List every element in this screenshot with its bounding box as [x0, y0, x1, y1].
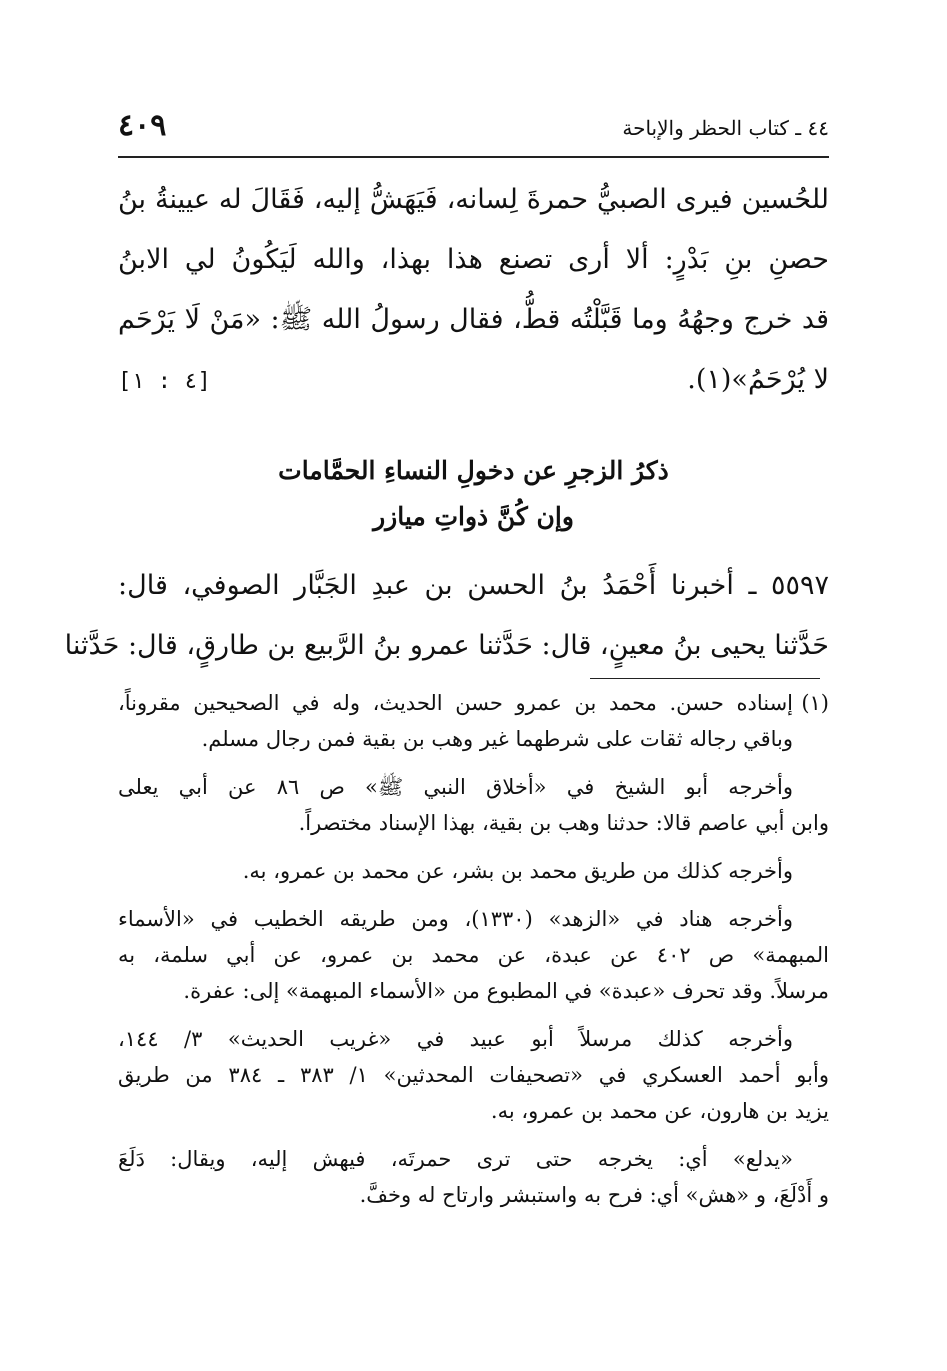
footnote-line: وأخرجه كذلك من طريق محمد بن بشر، عن محمد بن عمرو، به.	[242, 859, 793, 883]
footnote-line: وباقي رجاله ثقات على شرطهما غير وهب بن بقية فمن رجال مسلم.	[201, 727, 793, 751]
text-line: حَدَّثنا يحيى بنُ معينٍ، قال: حَدَّثنا عمرو بنُ الرَّبيع بن طارقٍ، قال: حَدَّثنا	[64, 630, 829, 661]
chapter-heading	[118, 448, 829, 540]
main-text	[64, 170, 829, 676]
running-title: ٤٤ ـ كتاب الحظر والإباحة	[622, 116, 829, 140]
footnote-line: مرسلاً. وقد تحرف «عبدة» في المطبوع من «الأسماء المبهمة» إلى: عفرة.	[183, 979, 829, 1003]
footnote-line: وأخرجه هناد في «الزهد» (١٣٣٠)، ومن طريقه الخطيب في «الأسماء	[118, 907, 794, 931]
footnote-line: و أَدْلَعَ، و «هش» أي: فرح به واستبشر وارتاح له وخفَّ.	[359, 1183, 829, 1207]
header-divider	[118, 156, 829, 158]
page-header	[118, 108, 829, 152]
heading-line: وإن كُنَّ ذواتِ ميازر	[373, 502, 574, 531]
footnote-paragraph	[118, 853, 829, 889]
heading-line: ذكرُ الزجرِ عن دخولِ النساءِ الحمَّامات	[278, 456, 669, 485]
footnote-paragraph	[118, 1141, 829, 1213]
footnote-line: يزيد بن هارون، عن محمد بن عمرو، به.	[490, 1099, 829, 1123]
text-line: لا يُرْحَمُ»(١).	[687, 364, 829, 395]
footnotes	[118, 685, 829, 1213]
footnote-line: وأخرجه كذلك مرسلاً أبو عبيد في «غريب الحديث» ٣/ ١٤٤،	[118, 1027, 793, 1051]
footnote-line: «يدلع» أي: يخرجه حتى ترى حمرتَه، فيهش إليه، ويقال: دَلَعَ	[118, 1147, 793, 1171]
footnote-paragraph	[118, 769, 829, 841]
text-line-last	[118, 350, 829, 410]
hadith-text	[64, 556, 829, 676]
footnote-line: وأخرجه أبو الشيخ في «أخلاق النبي ﷺ» ص ٨٦ عن أبي يعلى	[118, 775, 793, 799]
footnote-line	[118, 685, 829, 721]
footnote-line: وابن أبي عاصم قالا: حدثنا وهب بن بقية، بهذا الإسناد مختصراً.	[298, 811, 829, 835]
text-line: حصنِ بنِ بَدْرٍ: ألا أرى تصنع هذا بهذا، والله لَيَكُونُ لي الابنُ	[118, 244, 829, 275]
hadith-reference: [٤ : ١]	[118, 369, 211, 394]
footnote-line: وأبو أحمد العسكري في «تصحيفات المحدثين» ١/ ٣٨٣ ـ ٣٨٤ من طريق	[118, 1063, 829, 1087]
text-line: للحُسين فيرى الصبيُّ حمرةَ لِسانه، فَيَهَشُّ إليه، فَقَالَ له عيينةُ بنُ	[118, 184, 829, 215]
page-number: ٤٠٩	[118, 108, 167, 143]
footnote-text: إسناده حسن. محمد بن عمرو حسن الحديث، وله في الصحيحين مقروناً،	[118, 691, 793, 715]
text-line: ٥٥٩٧ ـ أخبرنا أَحْمَدُ بنُ الحسن بن عبدِ الجَبَّار الصوفي، قال:	[118, 570, 829, 601]
footnote-line: المبهمة» ص ٤٠٢ عن عبدة، عن محمد بن عمرو، عن أبي سلمة، به	[118, 943, 829, 967]
footnote-number: (١)	[801, 691, 829, 715]
text-line: قد خرج وجهُهُ وما قَبَّلْتُه قطُّ، فقال رسولُ الله ﷺ: «مَنْ لَا يَرْحَم	[118, 304, 829, 335]
footnote-paragraph	[118, 901, 829, 1009]
footnote-paragraph	[118, 685, 829, 757]
footnote-divider	[590, 678, 820, 679]
footnote-paragraph	[118, 1021, 829, 1129]
